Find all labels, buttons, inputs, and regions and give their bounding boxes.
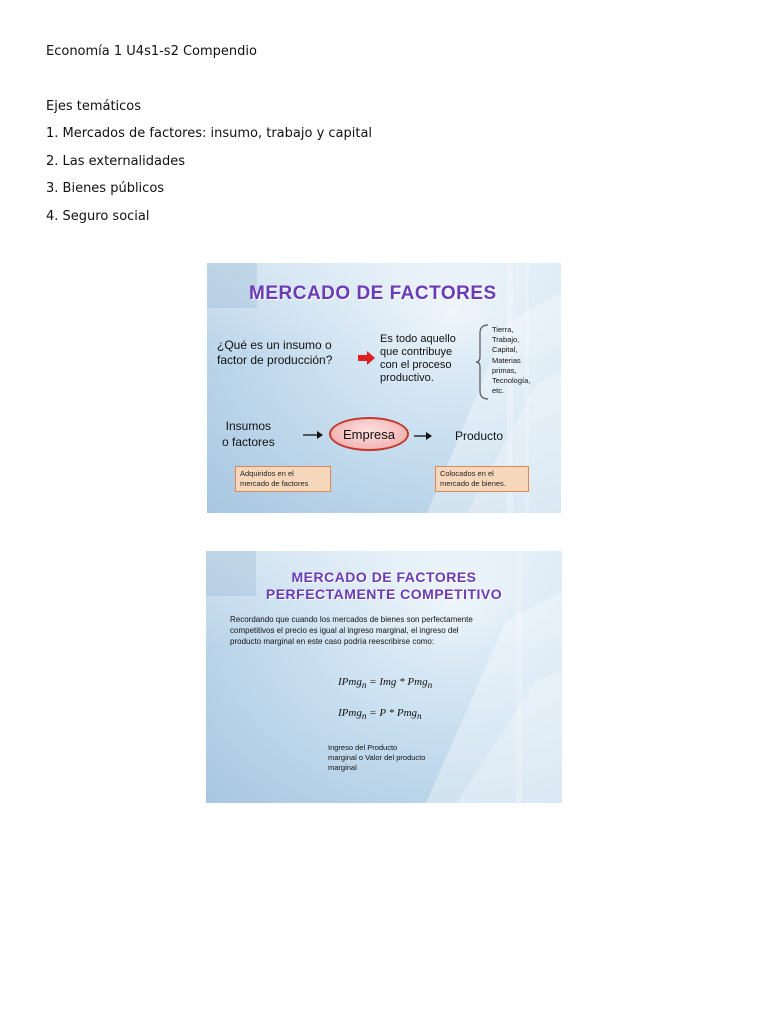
- answer-line: con el proceso: [380, 359, 452, 371]
- slide-title: MERCADO DE FACTORES: [249, 283, 497, 304]
- formula-subscript: n: [361, 680, 367, 691]
- note-acquired: [235, 466, 331, 492]
- factor-list-item: primas,: [492, 365, 517, 375]
- factor-list-item: Trabajo,: [492, 335, 520, 345]
- factor-list-item: Tecnología,: [492, 376, 531, 386]
- list-item: 3. Bienes públicos: [46, 181, 165, 196]
- note-line: Colocados en el: [440, 469, 494, 478]
- factor-list-item: Tierra,: [492, 325, 514, 334]
- formula-subscript: n: [427, 680, 433, 691]
- formula-subscript: n: [417, 711, 422, 722]
- document-header: Economía 1 U4s1-s2 Compendio: [46, 44, 257, 59]
- formula-1: [338, 676, 432, 690]
- list-item: 4. Seguro social: [46, 209, 150, 224]
- answer-line: que contribuye: [380, 346, 453, 358]
- body-line: Recordando que cuando los mercados de bienes son perfectamente: [230, 615, 473, 624]
- slide-title-line: MERCADO DE FACTORES: [291, 569, 477, 585]
- answer-line: productivo.: [380, 372, 434, 384]
- inputs-line: Insumos: [225, 419, 272, 433]
- arrow-right-icon: [414, 432, 432, 440]
- slide-title: [206, 569, 562, 603]
- body-line: competitivos el precio es igual al ingreso marginal, el ingreso del: [230, 626, 459, 635]
- red-arrow-icon: [358, 351, 376, 365]
- question-line: factor de producción?: [217, 353, 333, 367]
- caption-line: Ingreso del Producto: [328, 743, 398, 752]
- question-line: ¿Qué es un insumo o: [217, 338, 332, 352]
- list-item: 1. Mercados de factores: insumo, trabajo y capital: [46, 126, 373, 141]
- caption-line: marginal: [328, 763, 357, 772]
- answer-text: [380, 333, 456, 385]
- inputs-line: o factores: [222, 435, 275, 449]
- note-placed: [435, 466, 529, 492]
- company-ellipse: Empresa: [329, 417, 409, 451]
- formula-term: = P * Pmg: [366, 707, 418, 719]
- inputs-label: [222, 418, 275, 450]
- slide-mercado-competitivo: [206, 551, 562, 803]
- factor-list-item: Materias: [492, 355, 521, 365]
- factor-list-item: etc.: [492, 386, 505, 396]
- slide-body-text: [230, 614, 473, 647]
- slide-title-line: PERFECTAMENTE COMPETITIVO: [265, 586, 503, 602]
- body-line: producto marginal en este caso podría reescribirse como:: [230, 637, 435, 646]
- bracket-icon: [476, 323, 490, 401]
- note-line: mercado de bienes.: [440, 479, 506, 488]
- caption-line: marginal o Valor del producto: [328, 753, 426, 762]
- slide-mercado-de-factores: [207, 263, 561, 513]
- answer-line: Es todo aquello: [380, 333, 456, 345]
- formula-term: = Img * Pmg: [366, 676, 428, 688]
- note-line: Adquiridos en el: [240, 469, 294, 478]
- formula-subscript: n: [361, 711, 367, 722]
- formula-term: IPmg: [338, 707, 362, 719]
- section-title: Ejes temáticos: [46, 99, 142, 114]
- list-item: 2. Las externalidades: [46, 154, 185, 169]
- formula-term: IPmg: [338, 676, 362, 688]
- factor-list: [492, 325, 530, 396]
- formula-2: [338, 707, 422, 721]
- arrow-right-icon: [303, 431, 323, 439]
- formula-caption: [328, 743, 425, 773]
- note-line: mercado de factores: [240, 479, 309, 488]
- product-label: Producto: [455, 429, 504, 443]
- factor-list-item: Capital,: [492, 345, 518, 355]
- question-text: [217, 338, 332, 368]
